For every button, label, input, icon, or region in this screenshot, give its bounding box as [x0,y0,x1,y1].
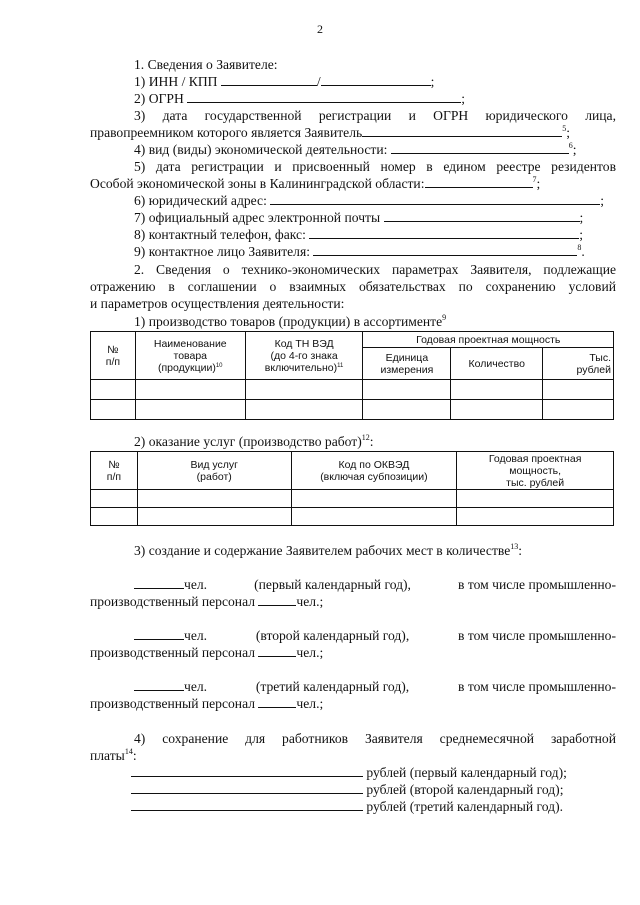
ogrn-blank [187,90,461,103]
email-label: 7) официальный адрес электронной почты [134,210,381,225]
goods-title-text: 1) производство товаров (продукции) в ассортименте [134,314,443,329]
activity-label: 4) вид (виды) экономической деятельности: [134,142,388,157]
semicolon: ; [430,74,435,89]
registry-blank [425,175,533,188]
jobs-year3-personnel [90,695,616,712]
successor-label: правопреемником которого является Заявитель [90,125,363,140]
goods-table [90,331,614,420]
footnote-14: 14 [124,747,133,756]
salary-year3-blank [131,798,363,811]
services-header-kind: Вид услуг (работ) [137,452,291,490]
chel-end: чел.; [296,594,324,609]
phone-blank [309,226,579,239]
goods-header-unit: Единица измерения [363,348,451,380]
line9 [90,243,640,260]
salary-year1-blank [131,764,363,777]
services-header-capacity: Годовая проектная мощность, тыс. рублей [457,452,614,490]
salary-line-b [90,747,616,764]
semicolon: ; [600,193,605,208]
table-row [91,380,614,400]
salary-year3-label: рублей (третий календарный год). [366,799,564,814]
goods-header-code: Код ТН ВЭД (до 4-го знака включительно)$^{11}$ [245,332,363,380]
jobs-title [90,542,640,559]
jobs-year2-label: (второй календарный год), [255,628,410,643]
chel-label: чел. [184,679,208,694]
personnel-label: производственный персонал [90,645,256,660]
semicolon: ; [572,142,577,157]
table-row [91,400,614,420]
jobs-year3-line [90,678,616,695]
goods-header-capacity: Годовая проектная мощность [363,332,614,348]
goods-header-name: Наименование товара (продукции)$^{10}$ [135,332,245,380]
line6 [90,192,640,209]
jobs-year2-personnel [90,644,616,661]
salary-label: платы [90,748,125,763]
salary-year1 [131,764,621,781]
semicolon: ; [579,227,584,242]
salary-year2-blank [131,781,363,794]
line5b [90,175,616,192]
page-number: 2 [317,22,323,36]
footnote-12: 12 [361,433,370,442]
services-title [90,433,640,450]
personnel-year2-blank [258,644,296,657]
chel-label: чел. [184,577,208,592]
personnel-year1-blank [258,593,296,606]
colon: : [369,434,374,449]
goods-header-qty: Количество [451,348,543,380]
line8 [90,226,640,243]
contact-blank [313,243,577,256]
semicolon: ; [461,91,465,106]
chel-end: чел.; [296,696,324,711]
salary-line-a: 4) сохранение для работников Заявителя среднемесячной заработной [134,731,616,746]
footnote-5: 5 [562,124,567,133]
phone-label: 8) контактный телефон, факс: [134,227,306,242]
table-row [91,508,614,526]
jobs-year1-blank [134,576,184,589]
jobs-title-text: 3) создание и содержание Заявителем рабочих мест в количестве [134,543,511,558]
goods-header-num: № п/п [91,332,136,380]
services-table [90,451,614,526]
jobs-year3-including: в том числе промышленно- [458,679,616,694]
inn-kpp-label: 1) ИНН / КПП [134,74,218,89]
jobs-year2-blank [134,627,184,640]
successor-blank [362,124,562,137]
footnote-9: 9 [442,313,447,322]
personnel-label: производственный персонал [90,594,256,609]
personnel-year3-blank [258,695,296,708]
salary-year3 [131,798,621,815]
line3b [90,124,616,141]
services-header-okved: Код по ОКВЭД (включая субпозиции) [291,452,457,490]
section2-line1: 2. Сведения о технико-экономических параметрах Заявителя, подлежащие [134,262,616,277]
jobs-year1-including: в том числе промышленно- [458,577,616,592]
jobs-year1-label: (первый календарный год), [254,577,411,592]
salary-year1-label: рублей (первый календарный год); [366,765,567,780]
jobs-year1-personnel [90,593,616,610]
jobs-year2-line [90,627,616,644]
line3a: 3) дата государственной регистрации и ОГРН юридического лица, [134,108,616,123]
chel-end: чел.; [296,645,324,660]
semicolon: ; [536,176,541,191]
section2-line3: и параметров осуществления деятельности: [90,296,345,311]
jobs-year1-line [90,576,616,593]
jobs-year3-blank [134,678,184,691]
email-blank [384,209,580,222]
semicolon: ; [566,125,570,140]
salary-year2-label: рублей (второй календарный год); [366,782,564,797]
period: . [581,244,585,259]
services-header-num: № п/п [91,452,138,490]
ogrn-label: 2) ОГРН [134,91,184,106]
jobs-year3-label: (третий календарный год), [255,679,410,694]
footnote-8: 8 [577,243,582,252]
line4 [90,141,640,158]
line5a: 5) дата регистрации и присвоенный номер в едином реестре резидентов [134,159,616,174]
footnote-13: 13 [510,542,519,551]
footnote-6: 6 [568,141,573,150]
section2-line2: отражению в соглашении о взаимных обязательствах по сохранению условий [90,279,616,294]
footnote-7: 7 [532,175,537,184]
legal-address-blank [270,192,600,205]
slash: / [316,74,321,89]
services-title-text: 2) оказание услуг (производство работ) [134,434,362,449]
goods-header-rub: Тыс. рублей [543,348,614,380]
personnel-label: производственный персонал [90,696,256,711]
registry-label: Особой экономической зоны в Калининградской области: [90,176,425,191]
table-row [91,490,614,508]
semicolon: ; [579,210,584,225]
goods-title [90,313,640,330]
kpp-blank [321,73,431,86]
salary-year2 [131,781,621,798]
chel-label: чел. [184,628,208,643]
contact-label: 9) контактное лицо Заявителя: [134,244,310,259]
inn-kpp-line [90,73,640,90]
legal-address-label: 6) юридический адрес: [134,193,267,208]
line7 [90,209,640,226]
colon: : [518,543,523,558]
section1-heading: 1. Сведения о Заявителе: [134,57,278,72]
activity-blank [391,141,569,154]
jobs-year2-including: в том числе промышленно- [458,628,616,643]
colon: : [132,748,137,763]
ogrn-line [90,90,640,107]
inn-blank [221,73,317,86]
